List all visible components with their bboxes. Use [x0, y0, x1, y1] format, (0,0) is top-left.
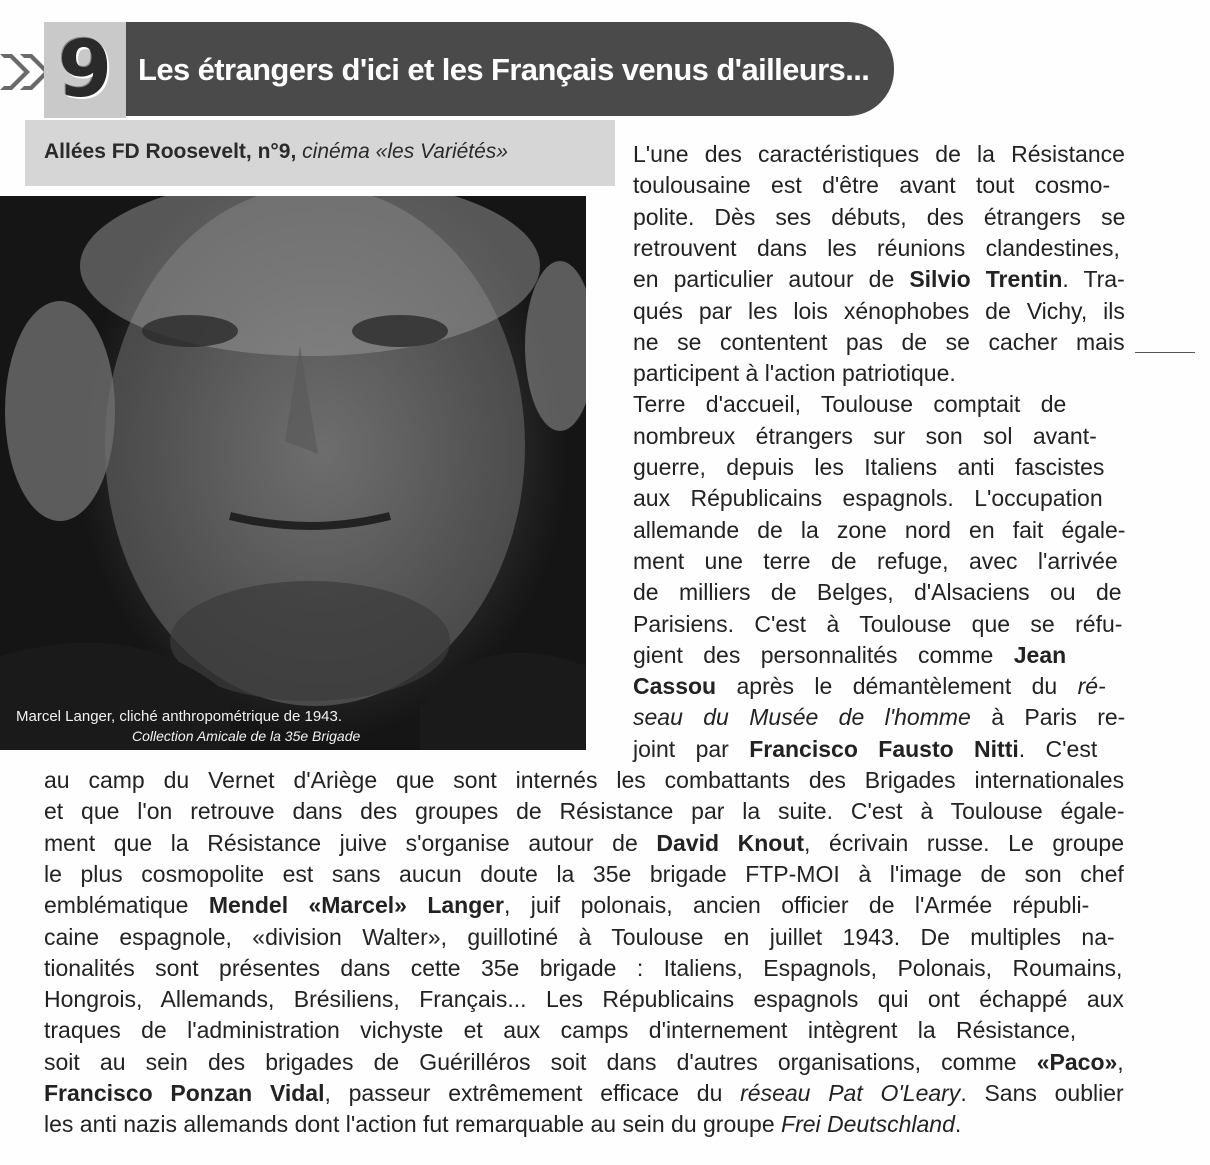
body-line	[633, 202, 1125, 233]
body-text-run: Cassou	[633, 673, 717, 700]
body-line	[633, 702, 1125, 733]
body-text-run: et que l'on retrouve dans des groupes de Résistance par la suite. C'est à Toulouse égale-	[44, 798, 1125, 825]
fold-mark	[1135, 352, 1195, 353]
body-text-run: de milliers de Belges, d'Alsaciens ou de	[633, 579, 1122, 606]
body-text-run: . Sans oublier	[960, 1080, 1124, 1106]
body-line	[633, 452, 1104, 483]
body-text-run: guerre, depuis les Italiens anti fascistes	[633, 454, 1105, 480]
body-text-run: participent à l'action patriotique.	[633, 360, 956, 387]
body-text-run: qués par les lois xénophobes de Vichy, ils	[633, 297, 1125, 324]
body-text-run: David Knout	[656, 829, 805, 856]
body-line	[633, 296, 1125, 327]
body-text-run: les anti nazis allemands dont l'action fut remarquable au sein du groupe	[44, 1111, 782, 1138]
body-line	[633, 421, 1097, 452]
body-text-run: gient des personnalités comme	[633, 641, 1014, 668]
body-text-run: L'une des caractéristiques de la Résistance	[633, 141, 1125, 167]
body-text-run: seau du Musée de l'homme	[633, 704, 971, 731]
body-text-run: caine espagnole, «division Walter», guillotiné à Toulouse en juillet 1943. De multiples na-	[44, 923, 1115, 950]
photo-credit: Collection Amicale de la 35e Brigade	[132, 728, 361, 744]
portrait-photo	[0, 196, 586, 750]
body-text-run: Frei Deutschland	[781, 1111, 955, 1138]
body-text-run: toulousaine est d'être avant tout cosmo-	[633, 172, 1111, 199]
body-line	[44, 922, 1115, 953]
location-label	[44, 140, 508, 164]
body-text-run: retrouvent dans les réunions clandestines,	[633, 234, 1120, 261]
body-text-run: Silvio Trentin	[909, 266, 1063, 293]
body-text-run: à Paris re-	[970, 704, 1126, 731]
body-line	[44, 984, 1124, 1015]
body-text-run: Jean	[1013, 641, 1067, 668]
body-text-run: , juif polonais, ancien officier de l'Armée républi-	[504, 892, 1090, 919]
portrait-drawing	[0, 196, 586, 750]
body-text-run: réseau Pat O'Leary	[740, 1080, 961, 1106]
body-line	[44, 765, 1124, 796]
body-text-run: polite. Dès ses débuts, des étrangers se	[633, 203, 1126, 230]
body-text-run: allemande de la zone nord en fait égale-	[633, 516, 1126, 543]
body-line	[633, 233, 1120, 264]
body-text-run: Parisiens. C'est à Toulouse que se réfu-	[633, 610, 1123, 637]
body-line	[633, 358, 956, 389]
body-line	[633, 264, 1125, 295]
body-line	[44, 1078, 1124, 1109]
body-text-run: nombreux étrangers sur son sol avant-	[633, 422, 1097, 449]
body-text-run: , passeur extrêmement efficace du	[324, 1080, 741, 1106]
body-text-run: ne se contentent pas de se cacher mais	[633, 328, 1125, 355]
location-venue: cinéma «les Variétés»	[302, 140, 508, 163]
body-line	[633, 483, 1103, 514]
body-text-run: au camp du Vernet d'Ariège que sont internés les combattants des Brigades internationales	[44, 767, 1125, 793]
body-line	[44, 1015, 1076, 1046]
body-line	[633, 170, 1110, 201]
body-text-run: aux Républicains espagnols. L'occupation	[633, 485, 1103, 512]
body-text-run: tionalités sont présentes dans cette 35e brigade : Italiens, Espagnols, Polonais, Roumains,	[44, 954, 1123, 981]
body-line	[633, 671, 1106, 702]
body-line	[633, 734, 1097, 765]
body-text-run: , écrivain russe. Le groupe	[804, 829, 1125, 856]
body-line	[44, 796, 1124, 827]
location-text: Allées FD Roosevelt, n°9,	[44, 140, 303, 163]
body-text-run: ré-	[1077, 673, 1106, 700]
body-text-run: Hongrois, Allemands, Brésiliens, Français... Les Républicains espagnols qui ont échappé aux	[44, 986, 1124, 1013]
body-text-run: soit au sein des brigades de Guérilléros soit dans d'autres organisations, comme	[44, 1048, 1037, 1075]
body-text-run: . Tra-	[1062, 266, 1125, 293]
body-line	[44, 1047, 1124, 1078]
body-text-run: Terre d'accueil, Toulouse comptait de	[633, 391, 1067, 418]
body-text-run: .	[954, 1111, 962, 1138]
body-line	[633, 640, 1066, 671]
body-line	[633, 389, 1066, 420]
body-text-run: Mendel «Marcel» Langer	[208, 892, 505, 919]
body-text-run: Francisco Fausto Nitti	[749, 735, 1019, 762]
body-line	[44, 828, 1124, 859]
body-text-run: Francisco Ponzan Vidal	[44, 1080, 325, 1106]
body-line	[44, 890, 1089, 921]
body-line	[633, 546, 1118, 577]
body-text-run: ment une terre de refuge, avec l'arrivée	[633, 547, 1118, 574]
photo-caption: Marcel Langer, cliché anthropométrique de 1943.	[16, 708, 343, 725]
body-line	[44, 953, 1122, 984]
body-text-run: joint par	[633, 735, 750, 762]
body-text-run: après le démantèlement du	[716, 673, 1078, 700]
body-line	[44, 1109, 961, 1140]
body-text-run: . C'est	[1018, 735, 1098, 762]
body-line	[44, 859, 1124, 890]
body-line	[633, 577, 1122, 608]
section-number: 9	[57, 25, 113, 115]
body-text-run: emblématique	[44, 892, 209, 919]
body-text-run: ment que la Résistance juive s'organise autour de	[44, 829, 657, 856]
body-line	[633, 327, 1125, 358]
page-title: Les étrangers d'ici et les Français venus d'ailleurs...	[138, 52, 870, 87]
body-line	[633, 515, 1125, 546]
body-text-run: traques de l'administration vichyste et aux camps d'internement intègrent la Résistance,	[44, 1017, 1077, 1044]
body-line	[633, 139, 1125, 170]
body-text-run: le plus cosmopolite est sans aucun doute la 35e brigade FTP-MOI à l'image de son chef	[44, 860, 1124, 887]
body-text-run: ,	[1117, 1048, 1124, 1075]
body-text-run: «Paco»	[1036, 1048, 1118, 1075]
body-text-run: en particulier autour de	[633, 266, 910, 293]
body-line	[633, 609, 1122, 640]
